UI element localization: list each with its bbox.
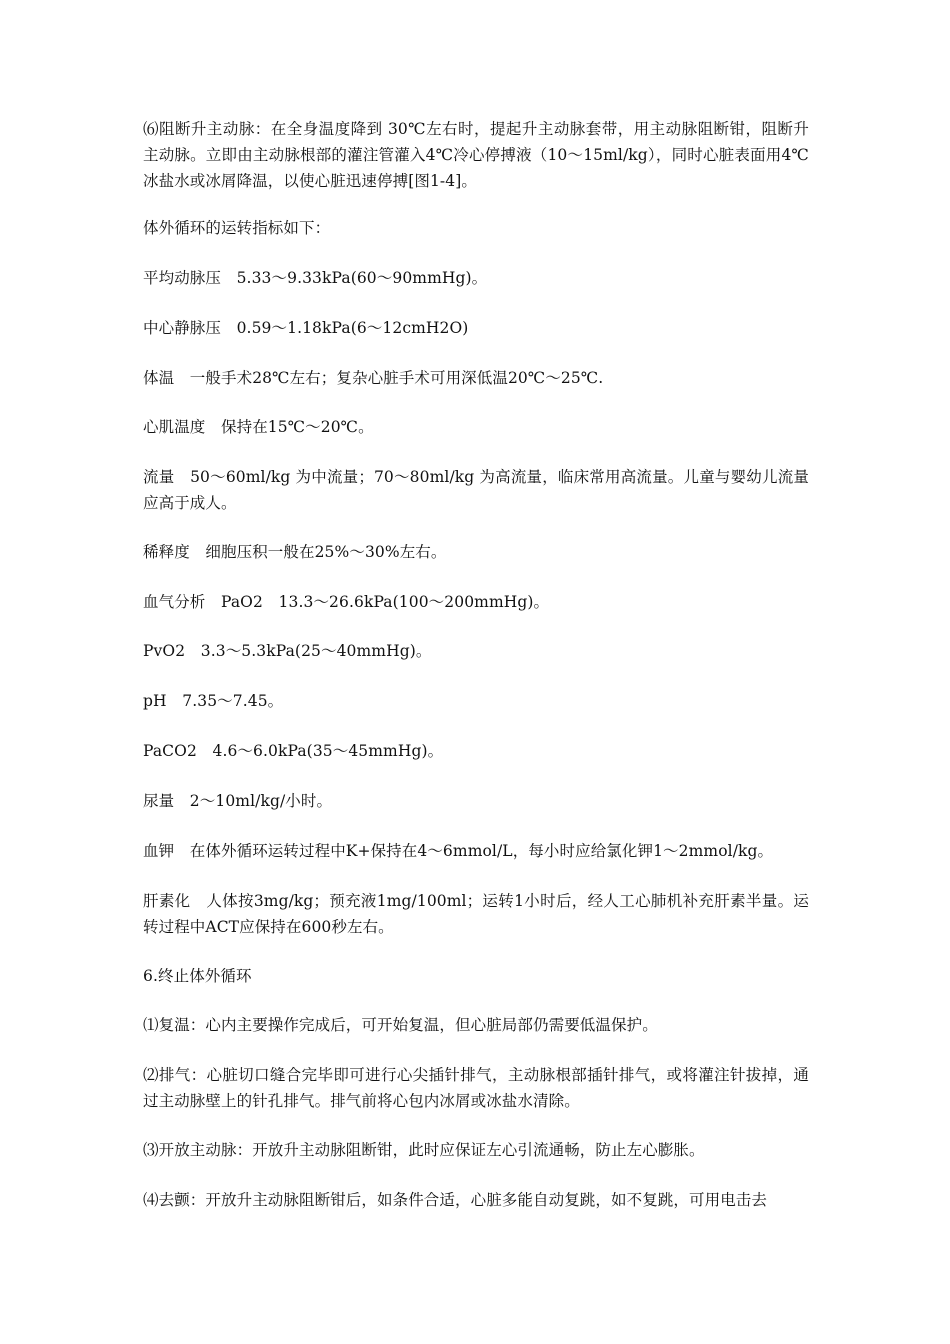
paragraph-heparinization: 肝素化 人体按3mg/kg；预充液1mg/100ml；运转1小时后，经人工心肺机补充肝素半量。运转过程中ACT应保持在600秒左右。	[143, 892, 809, 936]
paragraph-aortic-clamping: ⑹阻断升主动脉：在全身温度降到 30℃左右时，提起升主动脉套带，用主动脉阻断钳，阻断升主动脉。立即由主动脉根部的灌注管灌入4℃冷心停搏液（10～15ml/kg），同时心脏表面用4℃冰盐水或冰屑降温，以使心脏迅速停搏[图1-4]。	[143, 120, 809, 190]
paragraph-ph: pH 7.35～7.45。	[143, 692, 284, 710]
paragraph-serum-potassium: 血钾 在体外循环运转过程中K+保持在4～6mmol/L，每小时应给氯化钾1～2mmol/kg。	[143, 842, 774, 860]
paragraph-dilution: 稀释度 细胞压积一般在25%～30%左右。	[143, 543, 447, 561]
paragraph-central-venous-pressure: 中心静脉压 0.59～1.18kPa(6～12cmH2O)	[143, 319, 469, 337]
paragraph-unclamp-aorta: ⑶开放主动脉：开放升主动脉阻断钳，此时应保证左心引流通畅，防止左心膨胀。	[143, 1141, 705, 1159]
section-heading-terminate-cpb: 6.终止体外循环	[143, 967, 252, 985]
paragraph-body-temperature: 体温 一般手术28℃左右；复杂心脏手术可用深低温20℃～25℃.	[143, 369, 604, 387]
paragraph-pvo2: PvO2 3.3～5.3kPa(25～40mmHg)。	[143, 642, 432, 660]
paragraph-flow-rate: 流量 50～60ml/kg 为中流量；70～80ml/kg 为高流量，临床常用高流量。儿童与婴幼儿流量应高于成人。	[143, 468, 809, 512]
paragraph-myocardial-temperature: 心肌温度 保持在15℃～20℃。	[143, 418, 374, 436]
paragraph-urine-output: 尿量 2～10ml/kg/小时。	[143, 792, 333, 810]
paragraph-blood-gas-pao2: 血气分析 PaO2 13.3～26.6kPa(100～200mmHg)。	[143, 593, 550, 611]
paragraph-paco2: PaCO2 4.6～6.0kPa(35～45mmHg)。	[143, 742, 444, 760]
paragraph-rewarming: ⑴复温：心内主要操作完成后，可开始复温，但心脏局部仍需要低温保护。	[143, 1016, 658, 1034]
paragraph-deairing: ⑵排气：心脏切口缝合完毕即可进行心尖插针排气，主动脉根部插针排气，或将灌注针拔掉，通过主动脉壁上的针孔排气。排气前将心包内冰屑或冰盐水清除。	[143, 1066, 809, 1110]
paragraph-indicators-intro: 体外循环的运转指标如下：	[143, 219, 331, 237]
paragraph-defibrillation: ⑷去颤：开放升主动脉阻断钳后，如条件合适，心脏多能自动复跳，如不复跳，可用电击去	[143, 1191, 768, 1209]
paragraph-mean-arterial-pressure: 平均动脉压 5.33～9.33kPa(60～90mmHg)。	[143, 269, 488, 287]
